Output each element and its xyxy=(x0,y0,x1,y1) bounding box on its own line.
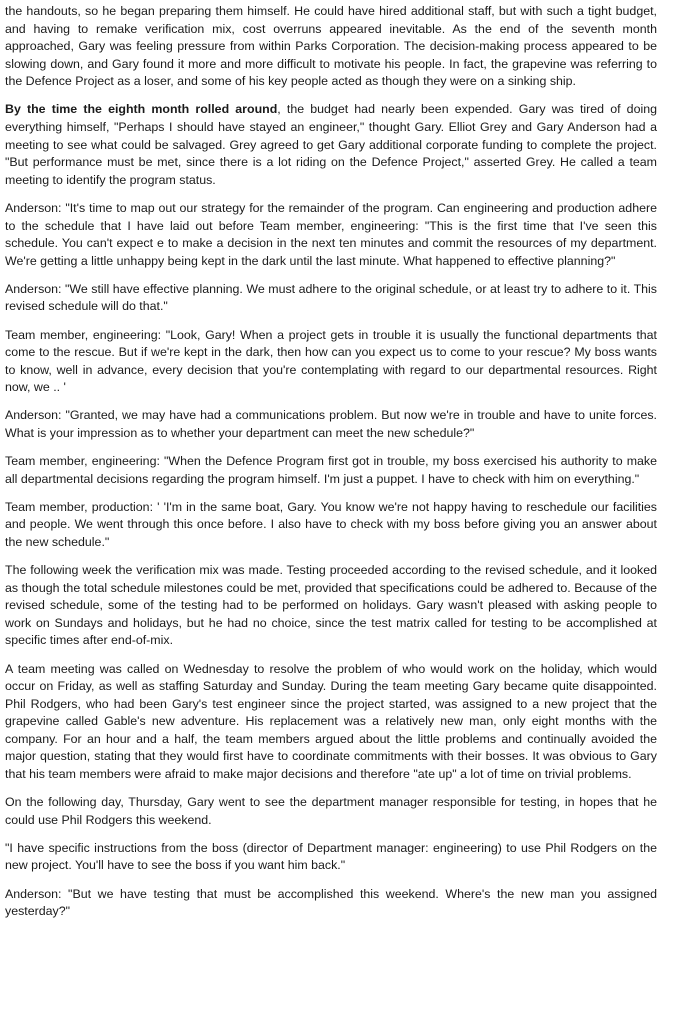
paragraph-handouts: the handouts, so he began preparing them himself. He could have hired additional staff, but with such a tight budget, and having to remake verification mix, cost overruns appeared inevitable. As the end of the seventh month approached, Gary was feeling pressure from within Parks Corporation. The decision-making process appeared to be slowing down, and Gary found it more and more difficult to motivate his people. In fact, the grapevine was referring to the Defence Project as a loser, and some of his key people acted as though they were on a sinking ship. xyxy=(5,4,657,89)
paragraph-thursday: On the following day, Thursday, Gary went to see the department manager responsible for testing, in hopes that he could use Phil Rodgers this weekend. xyxy=(5,795,657,827)
paragraph-look-gary: Team member, engineering: "Look, Gary! When a project gets in trouble it is usually the functional departments that come to the rescue. But if we're kept in the dark, then how can you expect us to come to your rescue? My boss wants to know, well in advance, every decision that you're contemplating with regard to our departmental resources. Right now, we .. ' xyxy=(5,327,657,395)
document-page xyxy=(5,3,657,931)
paragraph-testing-weekend: Anderson: "But we have testing that must be accomplished this weekend. Where's the new man you assigned yesterday?" xyxy=(5,886,657,919)
paragraph-effective-planning: Anderson: "We still have effective planning. We must adhere to the original schedule, or at least try to adhere to it. This revised schedule will do that." xyxy=(5,281,657,314)
paragraph-communications: Anderson: "Granted, we may have had a communications problem. But now we're in trouble and have to unite forces. What is your impression as to whether your department can meet the new schedule?" xyxy=(5,408,657,440)
paragraph-eighth-month xyxy=(5,101,657,189)
paragraph-verification-mix: The following week the verification mix was made. Testing proceeded according to the revised schedule, and it looked as though the total schedule milestones could be met, provided that specifications could be adhered to. Because of the revised schedule, some of the testing had to be performed on holidays. Gary wasn't pleased with asking people to work on Sundays and holidays, but he had no choice, since the test matrix called for testing to be accomplished at specific times after end-of-mix. xyxy=(5,563,657,648)
paragraph-eighth-month-body: , the budget had nearly been expended. Gary was tired of doing everything himself, "Perhaps I should have stayed an engineer," thought Gary. Elliot Grey and Gary Anderson had a meeting to see what could be salvaged. Grey agreed to get Gary additional corporate funding to complete the project. "But performance must be met, since there is a lot riding on the Defence Project," asserted Grey. He called a team meeting to identify the program status. xyxy=(5,102,657,187)
paragraph-same-boat: Team member, production: ' 'I'm in the same boat, Gary. You know we're not happy having to reschedule our facilities and people. We went through this once before. I also have to check with my boss before giving you an answer about the new schedule." xyxy=(5,499,657,549)
paragraph-puppet: Team member, engineering: "When the Defence Program first got in trouble, my boss exercised his authority to make all departmental decisions regarding the program himself. I'm just a puppet. I have to check with him on everything." xyxy=(5,454,657,486)
paragraph-strategy: Anderson: "It's time to map out our strategy for the remainder of the program. Can engineering and production adhere to the schedule that I have laid out before Team member, engineering: "This is the first time that I've seen this schedule. You can't expect e to make a decision in the next ten minutes and commit the resources of my department. We're getting a little unhappy being kept in the dark until the last minute. What happened to effective planning?" xyxy=(5,200,657,268)
bold-lead-text: By the time the eighth month rolled around xyxy=(5,102,278,117)
paragraph-team-meeting: A team meeting was called on Wednesday to resolve the problem of who would work on the holiday, which would occur on Friday, as well as staffing Saturday and Sunday. During the team meeting Gary became quite disappointed. Phil Rodgers, who had been Gary's test engineer since the project started, was assigned to a new project that the grapevine called Gable's new adventure. His replacement was a relatively new man, only eight months with the company. For an hour and a half, the team members argued about the little problems and continually avoided the major question, stating that they would first have to coordinate commitments with their bosses. It was obvious to Gary that his team members were afraid to make major decisions and therefore "ate up" a lot of time on trivial problems. xyxy=(5,661,657,782)
paragraph-instructions: "I have specific instructions from the boss (director of Department manager: engineering) to use Phil Rodgers on the new project. You'll have to see the boss if you want him back." xyxy=(5,840,657,873)
